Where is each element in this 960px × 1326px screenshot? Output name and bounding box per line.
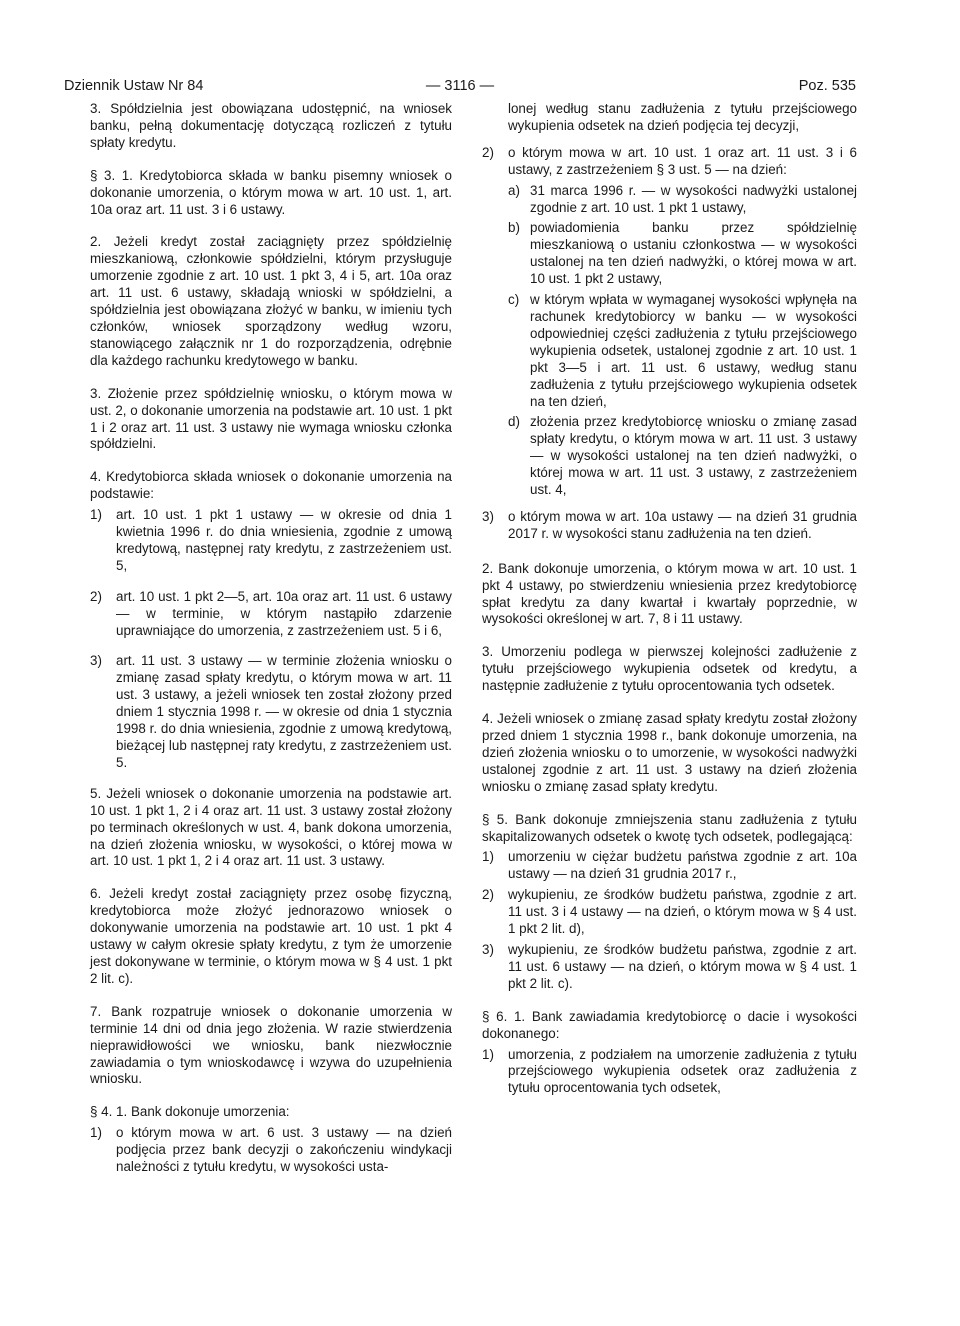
paragraph: 7. Bank rozpatruje wniosek o dokonanie umorzenia w terminie 14 dni od dnia jego złożenia. W razie stwierdzenia nieprawidłowości we wniosku, bank niezwłocznie zawiadamia o tym wnioskodawcę i wzywa do uzupełnienia wniosku.	[90, 1003, 452, 1087]
position-number: Poz. 535	[798, 78, 856, 94]
list-label: 1)	[482, 1046, 494, 1062]
sub-list-text: powiadomienia banku przez spółdzielnię mieszkaniową o ustaniu członkostwa — w wysokości ustalonej na ten dzień nadwyżki, o której mowa w art. 10 ust. 1 pkt 2 ustawy,	[530, 220, 857, 287]
list-text: art. 11 ust. 3 ustawy — w terminie złożenia wniosku o zmianę zasad spłaty kredytu, o którym mowa w art. 11 ust. 3 ustawy, a jeżeli wniosek ten został złożony przed dniem 1 stycznia 1998 r. — w okresie od dnia 1 stycznia 1998 r. do dnia wniesienia, zgodnie z umową kredytową, bieżącej lub następnej raty kredytu, z zastrzeżeniem ust. 5.	[116, 653, 452, 770]
sub-list-item	[508, 414, 857, 499]
paragraph: 4. Jeżeli wniosek o zmianę zasad spłaty kredytu został złożony przed dniem 1 stycznia 1998 r., bank dokonuje umorzenia, na dzień złożenia wniosku o to umorzenie, w wysokości nadwyżki ustalonej zgodnie z art. 11 ust. 3 ustawy na dzień złożenia wniosku o zmianę zasad spłaty kredytu.	[482, 711, 857, 794]
list-label: 3)	[90, 653, 102, 669]
list-item	[90, 507, 452, 575]
list-label: 1)	[90, 507, 102, 523]
list-item	[482, 942, 857, 993]
paragraph: § 3. 1. Kredytobiorca składa w banku pisemny wniosek o dokonanie umorzenia, o którym mowa w art. 10 ust. 1, art. 10a oraz art. 11 ust. 3 i 6 ustawy.	[90, 167, 452, 217]
paragraph: 3. Umorzeniu podlega w pierwszej kolejności zadłużenie z tytułu przejściowego wykupienia odsetek od kredytu, a następnie zadłużenie z tytułu oprocentowania tych odsetek.	[482, 644, 857, 694]
list-text: o którym mowa w art. 6 ust. 3 ustawy — na dzień podjęcia przez bank decyzji o zakończeniu windykacji należności z tytułu kredytu, w wysokości usta-	[116, 1125, 452, 1175]
sub-list-text: złożenia przez kredytobiorcę wniosku o zmianę zasad spłaty kredytu, o którym mowa w art. 11 ust. 3 ustawy — w wysokości ustalonej na ten dzień nadwyżki, o której mowa w art. 11 ust. 3 ustawy, z zastrzeżeniem ust. 4,	[530, 414, 857, 498]
list-item	[482, 1047, 857, 1098]
list-text: o którym mowa w art. 10a ustawy — na dzień 31 grudnia 2017 r. w wysokości stanu zadłużenia na ten dzień.	[508, 508, 857, 541]
list-label: 3)	[482, 941, 494, 957]
left-column	[90, 101, 452, 1190]
sub-list-item	[508, 183, 857, 217]
list-item	[482, 145, 857, 179]
list-text: umorzenia, z podziałem na umorzenie zadłużenia z tytułu przejściowego wykupienia odsetek oraz zadłużenia z tytułu oprocentowania tych odsetek,	[508, 1046, 857, 1096]
list-item	[482, 509, 857, 543]
sub-list-item	[508, 292, 857, 410]
list-item	[90, 1125, 452, 1176]
paragraph: 5. Jeżeli wniosek o dokonanie umorzenia na podstawie art. 10 ust. 1 pkt 1, 2 i 4 oraz art. 11 ust. 3 ustawy został złożony po terminach określonych w ust. 4, bank dokona umorzenia, na dzień złożenia wniosku, w wysokości, o której mowa w art. 10 ust. 1 pkt 1, 2 i 4 oraz art. 11 ust. 3 ustawy.	[90, 785, 452, 869]
paragraph: 6. Jeżeli kredyt został zaciągnięty przez osobę fizyczną, kredytobiorca może złożyć jednorazowo wniosek o dokonywanie umorzenia na podstawie art. 10 ust. 1 pkt 4 ustawy w całym okresie spłaty kredytu, z tym że umorzenie jest dokonywane w terminie, o którym mowa w § 4 ust. 1 pkt 2 lit. c).	[90, 886, 452, 986]
page-number: — 3116 —	[425, 78, 495, 94]
journal-title: Dziennik Ustaw Nr 84	[64, 78, 204, 94]
list-item-continued	[482, 101, 857, 135]
list-label: 1)	[90, 1125, 102, 1141]
list-item	[482, 887, 857, 938]
list-text: o którym mowa w art. 10 ust. 1 oraz art. 11 ust. 3 i 6 ustawy, z zastrzeżeniem § 3 ust. 5 — na dzień:	[508, 144, 857, 177]
sub-list-text: 31 marca 1996 r. — w wysokości nadwyżki ustalonej zgodnie z art. 10 ust. 1 pkt 1 ustawy,	[530, 182, 857, 215]
list-text: wykupieniu, ze środków budżetu państwa, zgodnie z art. 11 ust. 6 ustawy — na dzień, o którym mowa w § 4 ust. 1 pkt 2 lit. c).	[508, 941, 857, 991]
list-label: 2)	[482, 144, 494, 160]
list-text: art. 10 ust. 1 pkt 2—5, art. 10a oraz art. 11 ust. 6 ustawy — w terminie, w którym nastąpiło zdarzenie uprawniające do umorzenia, z zastrzeżeniem ust. 5 i 6,	[116, 588, 452, 638]
right-column	[482, 101, 857, 1111]
list-label: 2)	[482, 887, 494, 903]
paragraph: 4. Kredytobiorca składa wniosek o dokonanie umorzenia na podstawie:	[90, 469, 452, 502]
sub-list-label: b)	[508, 220, 520, 236]
paragraph: § 4. 1. Bank dokonuje umorzenia:	[90, 1104, 290, 1120]
list-item	[482, 849, 857, 883]
sub-list-label: c)	[508, 292, 520, 308]
paragraph: § 5. Bank dokonuje zmniejszenia stanu zadłużenia z tytułu skapitalizowanych odsetek o kwotę tych odsetek, podlegającą:	[482, 811, 857, 844]
paragraph: § 6. 1. Bank zawiadamia kredytobiorcę o dacie i wysokości dokonanego:	[482, 1008, 857, 1041]
list-text: lonej według stanu zadłużenia z tytułu przejściowego wykupienia odsetek na dzień podjęcia tej decyzji,	[508, 101, 857, 133]
list-label: 3)	[482, 508, 494, 524]
sub-list-label: a)	[508, 182, 520, 198]
paragraph: 2. Jeżeli kredyt został zaciągnięty przez spółdzielnię mieszkaniową, członkowie spółdzielni, którym przysługuje umorzenie zgodnie z art. 10 ust. 1 pkt 3, 4 i 5, art. 10a oraz art. 11 ust. 6 ustawy, składają wnioski w spółdzielni, a spółdzielnia jest obowiązana złożyć w banku, w imieniu tych członków, wniosek sporządzony według wzoru, stanowiącego załącznik nr 1 do rozporządzenia, odrębnie dla każdego rachunku kredytowego w banku.	[90, 234, 452, 368]
sub-list-text: w którym wpłata w wymaganej wysokości wpłynęła na rachunek kredytobiorcy w banku — w wysokości odpowiedniej części zadłużenia z tytułu przejściowego wykupienia odsetek, ustalonej zgodnie z art. 10 ust. 1 pkt 3—5 i art. 11 ust. 6 ustawy, według stanu zadłużenia z tytułu przejściowego wykupienia odsetek na ten dzień,	[530, 292, 857, 409]
paragraph: 3. Spółdzielnia jest obowiązana udostępnić, na wniosek banku, pełną dokumentację dotyczącą rozliczeń z tytułu spłaty kredytu.	[90, 101, 452, 150]
list-text: wykupieniu, ze środków budżetu państwa, zgodnie z art. 11 ust. 3 i 4 ustawy — na dzień, o którym mowa w § 4 ust. 1 pkt 2 lit. d),	[508, 887, 857, 937]
paragraph: 2. Bank dokonuje umorzenia, o którym mowa w art. 10 ust. 1 pkt 4 ustawy, po stwierdzeniu wniesienia przez kredytobiorcę spłat kredytu za dany kwartał i kwartały poprzednie, w wysokości określonej w art. 7, 8 i 11 ustawy.	[482, 560, 857, 627]
page-header	[64, 77, 856, 97]
sub-list-label: d)	[508, 414, 520, 430]
paragraph: 3. Złożenie przez spółdzielnię wniosku, o którym mowa w ust. 2, o dokonanie umorzenia na podstawie art. 10 ust. 1 pkt 1 i 2 oraz art. 11 ust. 3 ustawy nie wymaga wniosku członka spółdzielni.	[90, 385, 452, 452]
list-text: art. 10 ust. 1 pkt 1 ustawy — w okresie od dnia 1 kwietnia 1996 r. do dnia wniesienia, zgodnie z umową kredytową, następnej raty kredytu, z zastrzeżeniem ust. 5,	[116, 507, 452, 573]
sub-list-item	[508, 220, 857, 288]
list-item	[90, 653, 452, 771]
list-label: 1)	[482, 849, 494, 865]
list-label: 2)	[90, 588, 102, 604]
list-text: umorzeniu w ciężar budżetu państwa zgodnie z art. 10a ustawy — na dzień 31 grudnia 2017 r.,	[508, 849, 857, 882]
list-item	[90, 589, 452, 640]
